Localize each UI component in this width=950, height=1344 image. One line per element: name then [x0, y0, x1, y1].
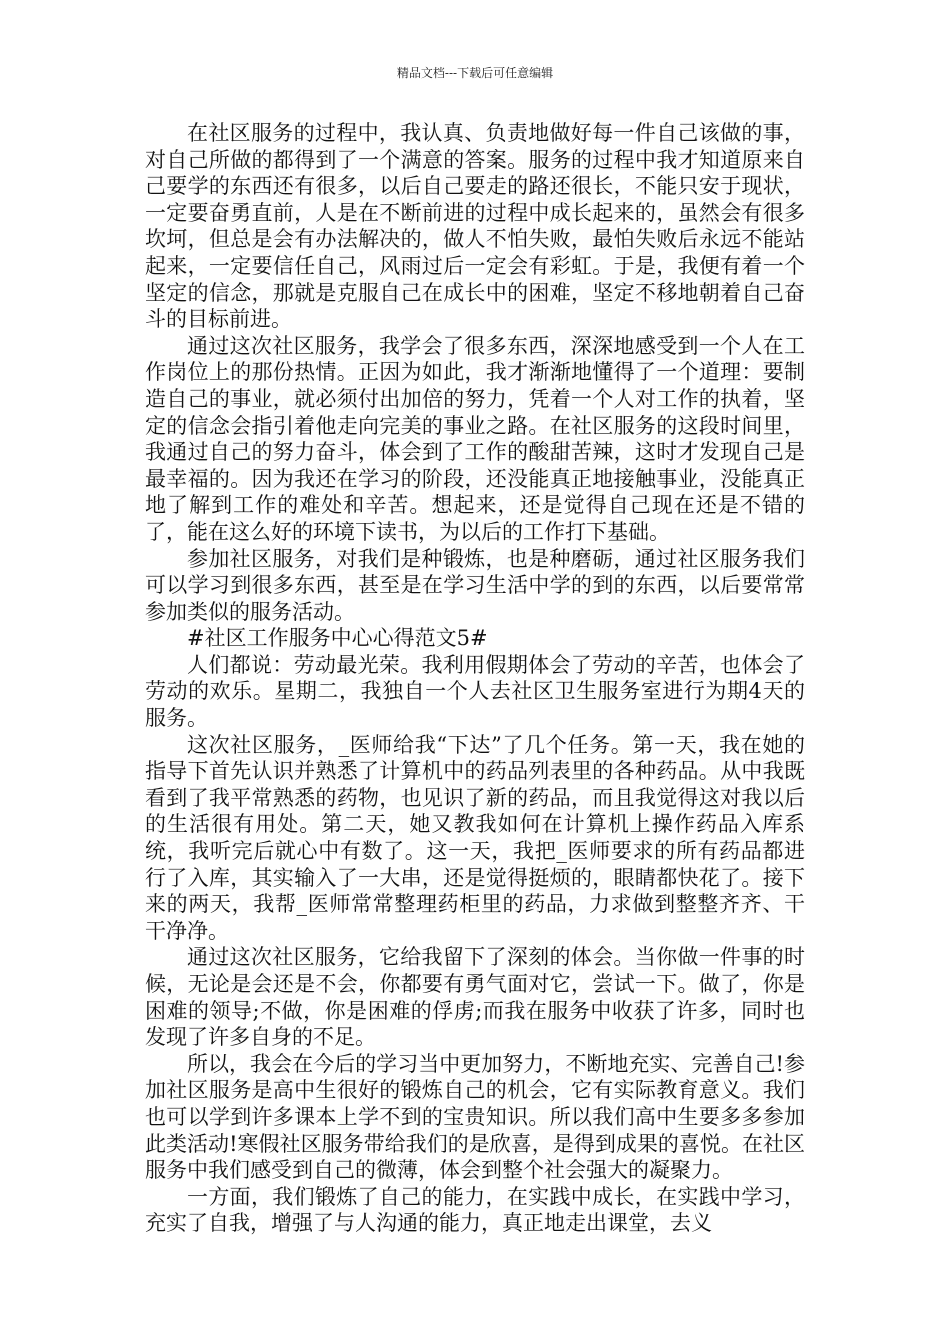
paragraph: 人们都说：劳动最光荣。我利用假期体会了劳动的辛苦，也体会了劳动的欢乐。星期二，我独自一个人去社区卫生服务室进行为期4天的服务。 — [145, 652, 805, 731]
page-header: 精品文档---下载后可任意编辑 — [396, 66, 554, 80]
paragraph: 通过这次社区服务，我学会了很多东西，深深地感受到一个人在工作岗位上的那份热情。正因为如此，我才渐渐地懂得了一个道理：要制造自己的事业，就必须付出加倍的努力，凭着一个人对工作的执着，坚定的信念会指引着他走向完美的事业之路。在社区服务的这段时间里，我通过自己的努力奋斗，体会到了工作的酸甜苦辣，这时才发现自己是最幸福的。因为我还在学习的阶段，还没能真正地接触事业，没能真正地了解到工作的难处和辛苦。想起来，还是觉得自己现在还是不错的了，能在这么好的环境下读书，为以后的工作打下基础。 — [145, 333, 805, 544]
section-heading: #社区工作服务中心心得范文5# — [187, 626, 488, 651]
paragraph: 这次社区服务，_医师给我“下达”了几个任务。第一天，我在她的指导下首先认识并熟悉了计算机中的药品列表里的各种药品。从中我既看到了我平常熟悉的药物，也见识了新的药品，而且我觉得这对我以后的生活很有用处。第二天，她又教我如何在计算机上操作药品入库系统，我听完后就心中有数了。这一天，我把_医师要求的所有药品都进行了入库，其实输入了一大串，还是觉得挺烦的，眼睛都快花了。接下来的两天，我帮_医师常常整理药柜里的药品，力求做到整整齐齐、干干净净。 — [145, 732, 805, 943]
paragraph: 一方面，我们锻炼了自己的能力，在实践中成长，在实践中学习，充实了自我，增强了与人沟通的能力，真正地走出课堂，去义 — [145, 1184, 805, 1236]
paragraph: 所以，我会在今后的学习当中更加努力，不断地充实、完善自己!参加社区服务是高中生很好的锻炼自己的机会，它有实际教育意义。我们也可以学到许多课本上学不到的宝贵知识。所以我们高中生要多多参加此类活动!寒假社区服务带给我们的是欣喜，是得到成果的喜悦。在社区服务中我们感受到自己的微薄，体会到整个社会强大的凝聚力。 — [145, 1051, 805, 1183]
paragraph: 在社区服务的过程中，我认真、负责地做好每一件自己该做的事，对自己所做的都得到了一个满意的答案。服务的过程中我才知道原来自己要学的东西还有很多，以后自己要走的路还很长，不能只安于现状，一定要奋勇直前，人是在不断前进的过程中成长起来的，虽然会有很多坎坷，但总是会有办法解决的，做人不怕失败，最怕失败后永远不能站起来，一定要信任自己，风雨过后一定会有彩虹。于是，我便有着一个坚定的信念，那就是克服自己在成长中的困难，坚定不移地朝着自己奋斗的目标前进。 — [145, 121, 805, 332]
paragraph: 参加社区服务，对我们是种锻炼，也是种磨砺，通过社区服务我们可以学习到很多东西，甚至是在学习生活中学的到的东西，以后要常常参加类似的服务活动。 — [145, 546, 805, 624]
document-body — [145, 120, 805, 1237]
paragraph: 通过这次社区服务，它给我留下了深刻的体会。当你做一件事的时候，无论是会还是不会，你都要有勇气面对它，尝试一下。做了，你是困难的领导;不做，你是困难的俘虏;而我在服务中收获了许多，同时也发现了许多自身的不足。 — [145, 945, 805, 1050]
